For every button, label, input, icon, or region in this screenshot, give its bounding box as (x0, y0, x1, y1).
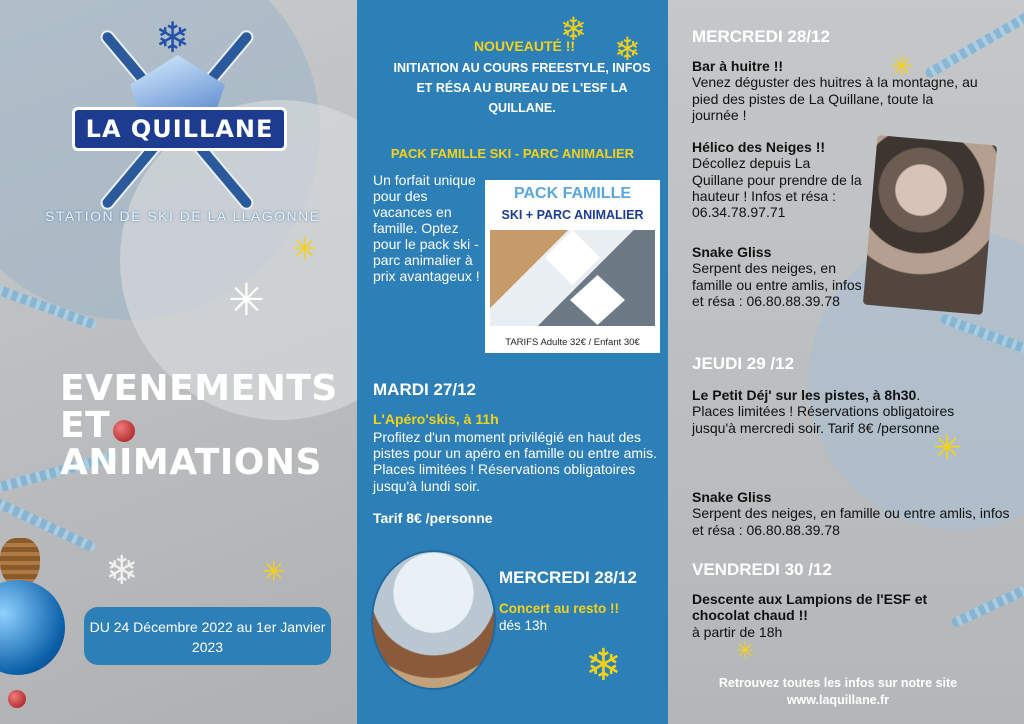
snowflake-icon: ✳ (933, 429, 962, 467)
snowflake-icon: ❄ (585, 641, 622, 690)
title-line: ET (60, 405, 111, 446)
helico-event (692, 139, 864, 220)
snake-gliss-text: Serpent des neiges, en famille ou entre amlis, infos et résa : 06.80.88.39.78 (692, 505, 1010, 538)
animal-park-photo (490, 230, 655, 326)
snowflake-icon: ❄ (105, 549, 139, 593)
right-panel (668, 0, 1024, 724)
apero-description: Profitez d'un moment privilégié en haut des pistes pour un apéro en famille ou entre amis. Places limitées ! Réservations obligatoires jusqu'à lundi soir. (373, 429, 658, 494)
left-panel (0, 0, 357, 724)
ornament-ball (113, 420, 135, 442)
vendredi-heading: VENDREDI 30 /12 (692, 560, 832, 579)
pack-description: Un forfait unique pour des vacances en famille. Optez pour le pack ski - parc animalier à prix avantageux ! (373, 172, 480, 284)
concert-title: Concert au resto !! (499, 601, 620, 616)
christmas-bauble (0, 580, 65, 675)
jeudi-heading: JEUDI 29 /12 (692, 354, 795, 373)
mini-logo (570, 275, 625, 325)
apero-title: L'Apéro'skis, à 11h (373, 411, 499, 427)
lampions-event (692, 591, 962, 640)
bar-huitre-event (692, 58, 982, 123)
logo-subtitle: STATION DE SKI DE LA LLAGONNE (45, 208, 321, 224)
helico-title: Hélico des Neiges !! (692, 139, 826, 155)
logo-name: LA QUILLANE (72, 107, 287, 151)
petit-dej-event (692, 387, 962, 436)
snowflake-icon: ✳ (262, 556, 286, 587)
lampions-text: à partir de 18h (692, 623, 783, 640)
lampions-title: Descente aux Lampions de l'ESF et chocolat chaud !! (692, 591, 928, 624)
concert-time: dés 13h (499, 618, 548, 633)
snowflake-icon: ❄ (560, 11, 587, 47)
snowflake-icon: ❄ (155, 14, 191, 61)
snowflake-icon: ❄ (614, 31, 641, 67)
mercredi-heading: MERCREDI 28/12 (692, 27, 830, 46)
website-footer: Retrouvez toutes les infos sur notre site www.laquillane.fr (718, 676, 958, 707)
initiation-text: INITIATION AU COURS FREESTYLE, INFOS ET RÉSA AU BUREAU DE L'ESF LA QUILLANE. (393, 61, 651, 115)
ornament-ball (8, 690, 26, 708)
apero-tarif: Tarif 8€ /personne (373, 510, 493, 526)
pack-heading: PACK FAMILLE SKI - PARC ANIMALIER (390, 146, 635, 161)
bar-huitre-text: Venez déguster des huitres à la montagne, au pied des pistes de La Quillane, toute la journée ! (692, 74, 978, 123)
pack-promo-card (485, 180, 660, 353)
snake-gliss-event (692, 244, 867, 309)
mini-logo (545, 230, 600, 285)
snowflake-icon: ✳ (890, 51, 914, 82)
snake-gliss-event (692, 489, 1012, 538)
apero-photo (371, 550, 496, 690)
station-logo (60, 15, 295, 215)
helico-text: Décollez depuis La Quillane pour prendre de la hauteur ! Infos et résa : 06.34.78.97.71 (692, 155, 862, 221)
snake-gliss-title: Snake Gliss (692, 244, 772, 260)
title-line: ANIMATIONS (60, 442, 322, 483)
snowflake-icon: ✳ (228, 276, 265, 325)
middle-panel (357, 0, 668, 724)
snowflake-icon: ✳ (292, 233, 318, 266)
bar-huitre-title: Bar à huitre !! (692, 58, 784, 74)
date-range-badge: DU 24 Décembre 2022 au 1er Janvier 2023 (84, 607, 331, 665)
oyster-photo (863, 135, 997, 315)
mardi-heading: MARDI 27/12 (373, 380, 476, 399)
page-title (60, 370, 338, 481)
pack-card-subtitle: SKI + PARC ANIMALIER (501, 208, 644, 222)
pack-card-title: PACK FAMILLE (513, 185, 632, 202)
news-heading: NOUVEAUTÉ !! (473, 38, 576, 54)
pack-card-tarifs: TARIFS Adulte 32€ / Enfant 30€ (505, 337, 640, 348)
petit-dej-title: Le Petit Déj' sur les pistes (692, 387, 865, 403)
snake-gliss-title: Snake Gliss (692, 489, 772, 505)
mercredi-heading: MERCREDI 28/12 (499, 568, 637, 587)
petit-dej-text: . Places limitées ! Réservations obligatoires jusqu'à mercredi soir. Tarif 8€ /personne (692, 387, 955, 436)
snowflake-icon: ✳ (736, 638, 755, 663)
title-line: EVENEMENTS (60, 368, 338, 409)
snake-gliss-text: Serpent des neiges, en famille ou entre amlis, infos et résa : 06.80.88.39.78 (692, 260, 862, 309)
petit-dej-time: , à 8h30 (864, 387, 917, 403)
